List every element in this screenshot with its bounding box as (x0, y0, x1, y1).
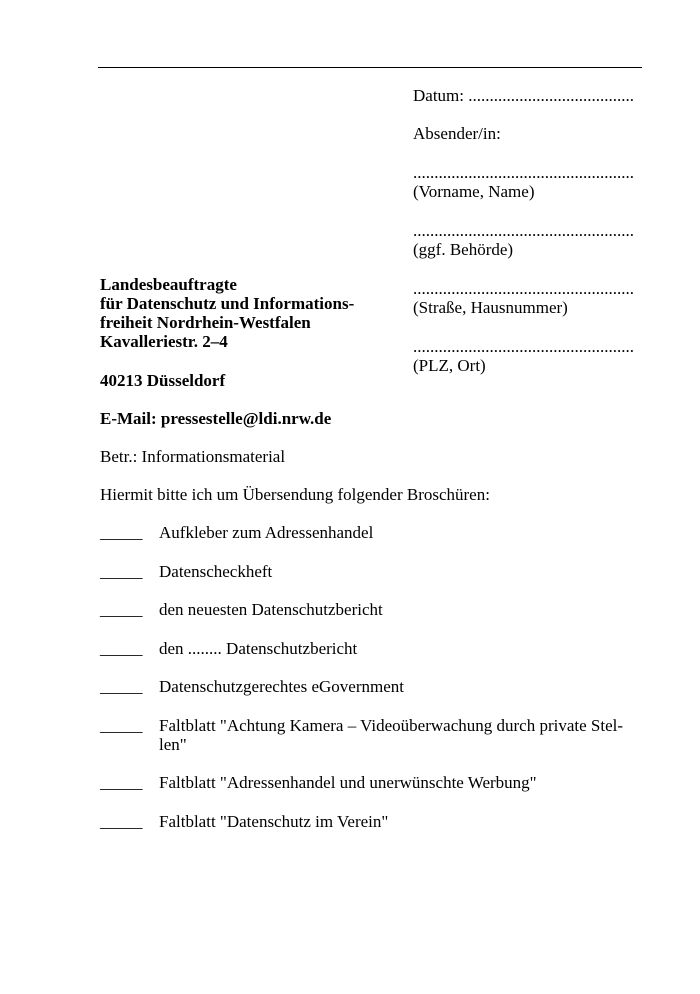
date-field[interactable]: Datum: ....................................... (413, 86, 634, 105)
city-field-dots[interactable]: .................................................... (413, 337, 634, 356)
request-intro: Hiermit bitte ich um Übersendung folgender Broschüren: (100, 485, 490, 504)
brochure-item (100, 639, 645, 658)
brochure-label: den ........ Datenschutzbericht (159, 639, 358, 658)
brochure-item (100, 523, 645, 542)
subject-line: Betr.: Informationsmaterial (100, 447, 286, 466)
brochure-label: Aufkleber zum Adressenhandel (159, 523, 374, 542)
recipient-line: Kavalleriestr. 2–4 (100, 332, 228, 351)
authority-field-label: (ggf. Behörde) (413, 240, 514, 259)
recipient-address (100, 275, 400, 351)
quantity-blank[interactable]: _____ (100, 562, 143, 581)
brochure-label: Faltblatt "Adressenhandel und unerwünschte Werbung" (159, 773, 537, 792)
brochure-label: Datenschutzgerechtes eGovernment (159, 677, 404, 696)
quantity-blank[interactable]: _____ (100, 716, 143, 735)
recipient-email: E-Mail: pressestelle@ldi.nrw.de (100, 409, 332, 428)
brochure-item (100, 716, 645, 754)
recipient-line: freiheit Nordrhein-Westfalen (100, 313, 311, 332)
street-field-label: (Straße, Hausnummer) (413, 298, 568, 317)
name-field-label: (Vorname, Name) (413, 182, 535, 201)
header-rule (98, 67, 642, 68)
quantity-blank[interactable]: _____ (100, 523, 143, 542)
name-field-dots[interactable]: .................................................... (413, 163, 634, 182)
quantity-blank[interactable]: _____ (100, 677, 143, 696)
brochure-label: Faltblatt "Achtung Kamera – Videoüberwachung durch private Stel- len" (159, 716, 623, 754)
brochure-item (100, 677, 645, 696)
quantity-blank[interactable]: _____ (100, 600, 143, 619)
recipient-line: für Datenschutz und Informations- (100, 294, 355, 313)
quantity-blank[interactable]: _____ (100, 812, 143, 831)
brochure-item (100, 812, 645, 831)
brochure-item (100, 562, 645, 581)
brochure-label: Datenscheckheft (159, 562, 273, 581)
quantity-blank[interactable]: _____ (100, 639, 143, 658)
brochure-item (100, 600, 645, 619)
brochure-label: Faltblatt "Datenschutz im Verein" (159, 812, 389, 831)
street-field-dots[interactable]: .................................................... (413, 279, 634, 298)
brochure-label: den neuesten Datenschutzbericht (159, 600, 383, 619)
sender-heading: Absender/in: (413, 124, 501, 143)
recipient-line: Landesbeauftragte (100, 275, 237, 294)
recipient-city: 40213 Düsseldorf (100, 371, 226, 390)
brochure-item (100, 773, 645, 792)
quantity-blank[interactable]: _____ (100, 773, 143, 792)
city-field-label: (PLZ, Ort) (413, 356, 486, 375)
authority-field-dots[interactable]: .................................................... (413, 221, 634, 240)
